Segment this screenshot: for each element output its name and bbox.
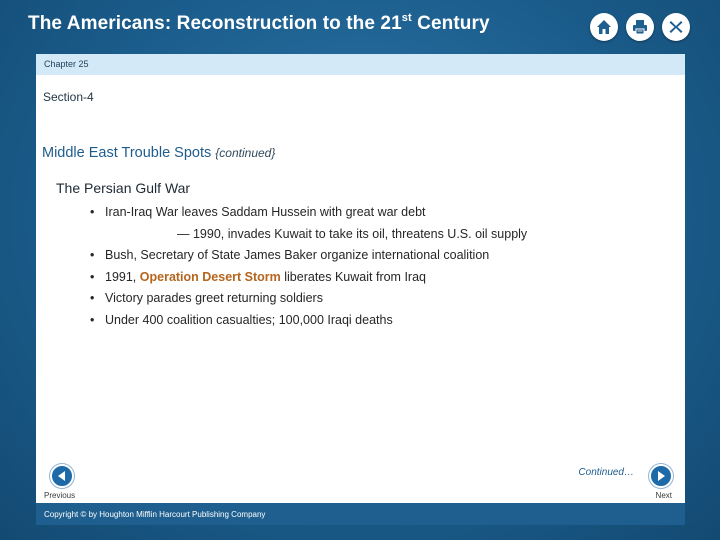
highlight-term: Operation Desert Storm	[139, 269, 281, 284]
title-main: The Americans: Reconstruction to the 21	[28, 13, 402, 34]
footer-bar	[36, 503, 685, 525]
title-superscript: st	[401, 12, 412, 24]
continued-label: Continued…	[578, 467, 634, 478]
bullet-item	[90, 310, 527, 332]
close-button[interactable]	[662, 13, 690, 41]
bullet-item	[90, 267, 527, 289]
bullet-item	[90, 245, 527, 267]
chapter-label: Chapter 25	[44, 59, 89, 69]
previous-button[interactable]	[50, 464, 74, 488]
bullet-item	[90, 202, 527, 224]
print-icon	[632, 19, 648, 35]
heading-text: Middle East Trouble Spots	[42, 145, 216, 161]
bullet-text: Iran-Iraq War leaves Saddam Hussein with great war debt	[105, 205, 426, 219]
next-label[interactable]: Next	[655, 491, 672, 500]
subtopic-title: The Persian Gulf War	[56, 180, 191, 196]
bullet-list	[90, 202, 527, 332]
bullet-text: Under 400 coalition casualties; 100,000 Iraqi deaths	[105, 312, 393, 327]
home-icon	[596, 19, 612, 35]
bullet-text: Victory parades greet returning soldiers	[105, 291, 323, 306]
copyright-text: Copyright © by Houghton Mifflin Harcourt Publishing Company	[44, 510, 266, 519]
next-button[interactable]	[649, 464, 673, 488]
chapter-bar	[36, 54, 685, 75]
bullet-text: 1991,	[105, 269, 140, 284]
section-label: Section-4	[43, 90, 94, 104]
print-button[interactable]	[626, 13, 654, 41]
top-toolbar	[590, 13, 690, 41]
arrow-right-icon	[655, 467, 667, 486]
heading-continued: {continued}	[215, 146, 276, 160]
bullet-continuation	[90, 224, 527, 246]
bullet-text: liberates Kuwait from Iraq	[280, 269, 426, 284]
bullet-text: Bush, Secretary of State James Baker organize international coalition	[105, 248, 490, 263]
bullet-item	[90, 288, 527, 310]
title-end: Century	[411, 13, 490, 34]
slide-content	[36, 75, 685, 503]
bullet-text: — 1990, invades Kuwait to take its oil, threatens U.S. oil supply	[177, 226, 528, 241]
close-icon	[668, 19, 684, 35]
app-title	[28, 12, 490, 35]
slide-heading	[42, 145, 275, 161]
previous-label[interactable]: Previous	[44, 491, 76, 500]
home-button[interactable]	[590, 13, 618, 41]
arrow-left-icon	[56, 467, 68, 486]
